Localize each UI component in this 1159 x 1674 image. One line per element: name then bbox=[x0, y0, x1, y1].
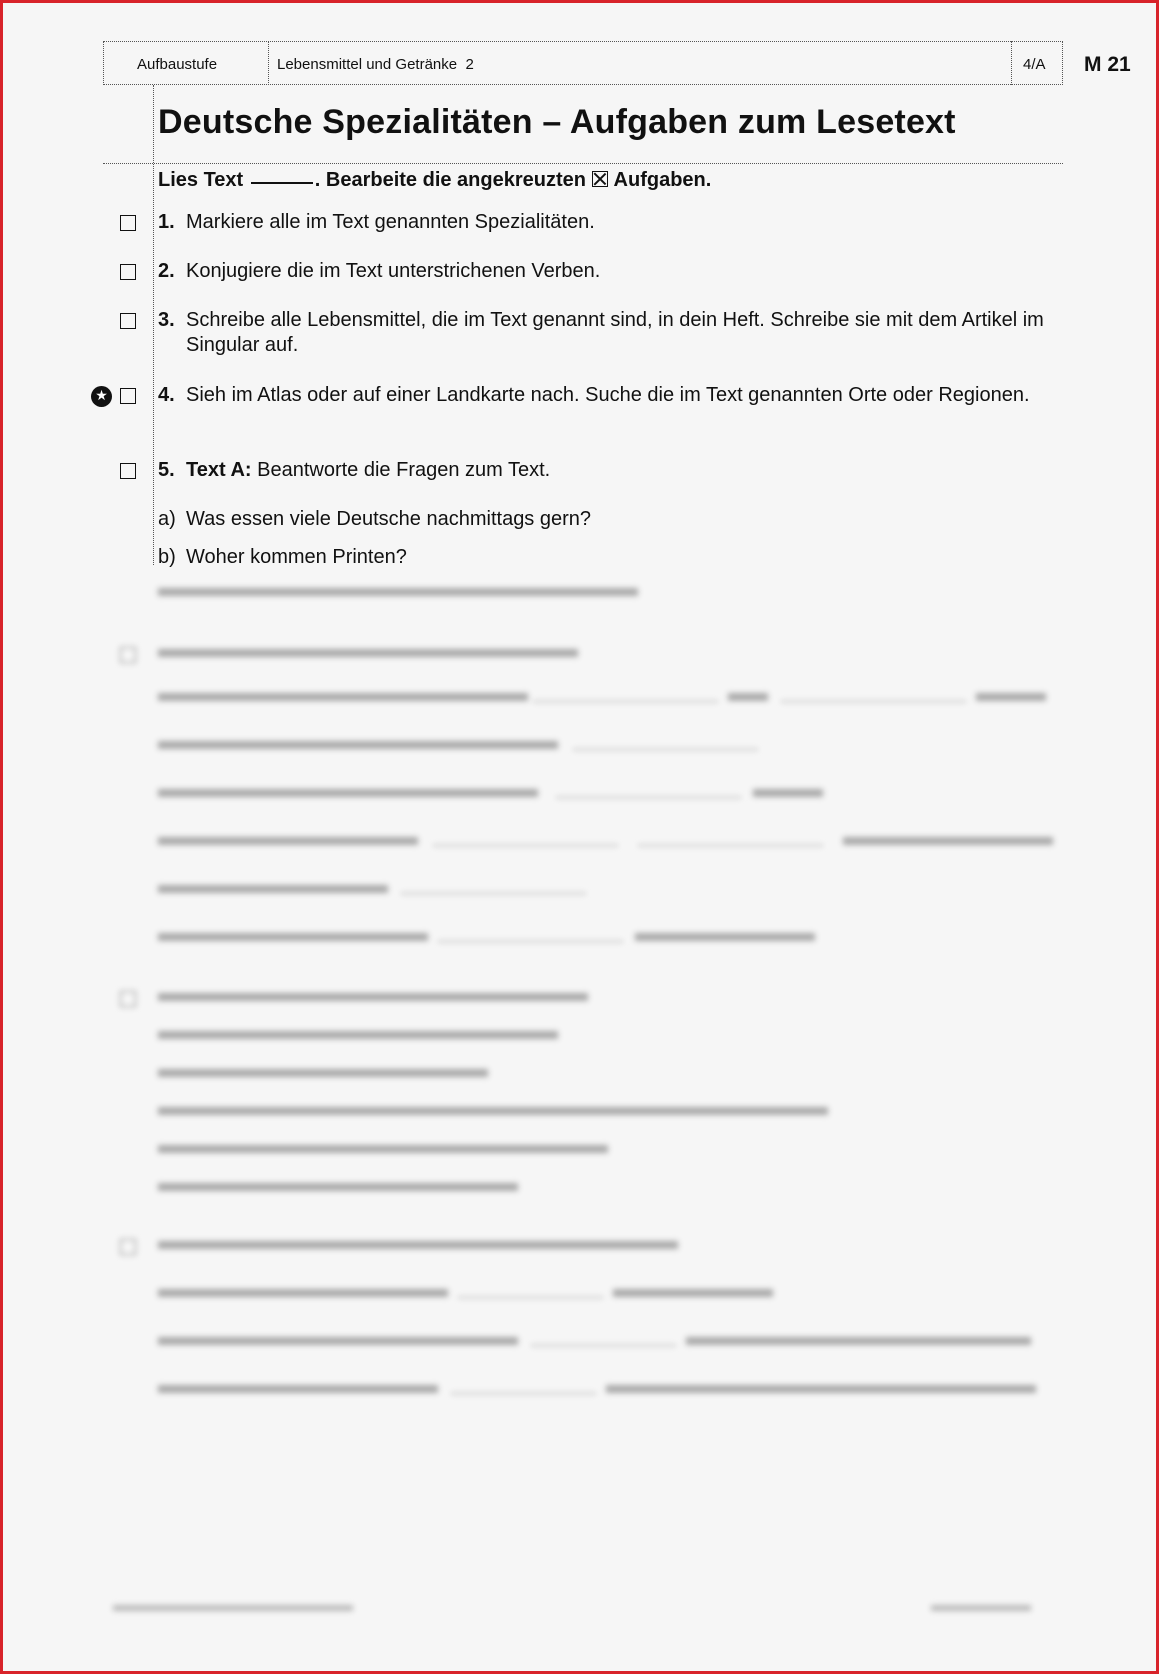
task-checkbox[interactable] bbox=[120, 215, 136, 231]
blurred-checkbox bbox=[120, 991, 136, 1007]
header-unit: 4/A bbox=[1023, 56, 1046, 73]
material-code: M 21 bbox=[1084, 53, 1131, 76]
task-3 bbox=[158, 308, 1058, 358]
header-level: Aufbaustufe bbox=[137, 56, 218, 73]
blurred-blank bbox=[401, 893, 586, 894]
task-checkbox[interactable] bbox=[120, 264, 136, 280]
blurred-line bbox=[158, 693, 528, 701]
instruction-part2: . Bearbeite die angekreuzten bbox=[314, 169, 586, 191]
task-text-body: Beantworte die Fragen zum Text. bbox=[257, 459, 551, 481]
instruction-part3: Aufgaben. bbox=[613, 169, 712, 191]
blurred-line bbox=[158, 1107, 828, 1115]
checked-box-icon bbox=[592, 171, 608, 187]
question-label: b) bbox=[158, 546, 176, 568]
blurred-content bbox=[3, 563, 1159, 1673]
task-checkbox[interactable] bbox=[120, 388, 136, 404]
blurred-blank bbox=[556, 797, 741, 798]
blurred-line bbox=[728, 693, 768, 701]
task-text: Konjugiere die im Text unterstrichenen Verben. bbox=[186, 260, 601, 282]
blurred-line bbox=[686, 1337, 1031, 1345]
header-bottom-rule bbox=[103, 84, 1063, 85]
task-number: 3. bbox=[158, 309, 175, 331]
task-text: Schreibe alle Lebensmittel, die im Text genannt sind, in dein Heft. Schreibe sie mit dem Artikel im Singular auf. bbox=[186, 309, 1044, 356]
star-icon: ★ bbox=[91, 386, 112, 407]
task-number: 2. bbox=[158, 260, 175, 282]
blurred-checkbox bbox=[120, 647, 136, 663]
task-number: 4. bbox=[158, 384, 175, 406]
task-checkbox[interactable] bbox=[120, 313, 136, 329]
task-text-label: Text A: bbox=[186, 459, 252, 481]
blurred-footer bbox=[113, 1605, 353, 1611]
blurred-blank bbox=[533, 701, 718, 702]
header-divider bbox=[103, 41, 104, 85]
header-divider bbox=[268, 41, 269, 85]
text-blank[interactable] bbox=[251, 182, 313, 184]
blurred-line bbox=[158, 993, 588, 1001]
blurred-line bbox=[158, 741, 558, 749]
blurred-line bbox=[158, 1385, 438, 1393]
task-number: 5. bbox=[158, 459, 175, 481]
task-text: Markiere alle im Text genannten Spezialitäten. bbox=[186, 211, 595, 233]
blurred-line bbox=[606, 1385, 1036, 1393]
blurred-blank bbox=[451, 1393, 596, 1394]
blurred-line bbox=[158, 1069, 488, 1077]
blurred-line bbox=[158, 1241, 678, 1249]
blurred-blank bbox=[458, 1297, 603, 1298]
blurred-line bbox=[613, 1289, 773, 1297]
blurred-line bbox=[843, 837, 1053, 845]
blurred-line bbox=[158, 933, 428, 941]
header-divider bbox=[1011, 41, 1012, 85]
instruction bbox=[158, 169, 711, 192]
task-1 bbox=[158, 210, 1058, 235]
blurred-line bbox=[158, 588, 638, 596]
question-a bbox=[158, 508, 591, 531]
page-header bbox=[103, 41, 1063, 85]
task-text: Sieh im Atlas oder auf einer Landkarte nach. Suche die im Text genannten Orte oder Regionen. bbox=[186, 384, 1030, 406]
blurred-line bbox=[158, 1289, 448, 1297]
blurred-line bbox=[753, 789, 823, 797]
blurred-line bbox=[158, 837, 418, 845]
header-topic bbox=[277, 56, 474, 73]
blurred-line bbox=[158, 1183, 518, 1191]
task-2 bbox=[158, 259, 1058, 284]
blurred-line bbox=[158, 789, 538, 797]
blurred-line bbox=[158, 885, 388, 893]
blurred-line bbox=[976, 693, 1046, 701]
blurred-blank bbox=[638, 845, 823, 846]
header-topic-number: 2 bbox=[465, 56, 474, 73]
task-checkbox[interactable] bbox=[120, 463, 136, 479]
blurred-blank bbox=[438, 941, 623, 942]
page-title: Deutsche Spezialitäten – Aufgaben zum Lesetext bbox=[158, 103, 956, 141]
task-number: 1. bbox=[158, 211, 175, 233]
blurred-footer bbox=[931, 1605, 1031, 1611]
header-divider bbox=[1062, 41, 1063, 85]
title-rule bbox=[103, 163, 1063, 164]
blurred-line bbox=[158, 1031, 558, 1039]
margin-rule bbox=[153, 85, 154, 565]
blurred-line bbox=[158, 1145, 608, 1153]
blurred-blank bbox=[433, 845, 618, 846]
blurred-line bbox=[158, 1337, 518, 1345]
blurred-blank bbox=[781, 701, 966, 702]
question-text: Was essen viele Deutsche nachmittags gern? bbox=[186, 508, 592, 530]
task-4 bbox=[158, 383, 1058, 408]
header-top-rule bbox=[103, 41, 1063, 42]
blurred-checkbox bbox=[120, 1239, 136, 1255]
blurred-blank bbox=[573, 749, 758, 750]
blurred-line bbox=[158, 649, 578, 657]
task-5 bbox=[158, 458, 1058, 483]
instruction-part1: Lies Text bbox=[158, 169, 244, 191]
task-text bbox=[186, 458, 1058, 483]
header-topic-text: Lebensmittel und Getränke bbox=[277, 56, 458, 73]
blurred-blank bbox=[531, 1345, 676, 1346]
blurred-line bbox=[635, 933, 815, 941]
question-text: Woher kommen Printen? bbox=[186, 546, 407, 568]
question-label: a) bbox=[158, 508, 176, 530]
